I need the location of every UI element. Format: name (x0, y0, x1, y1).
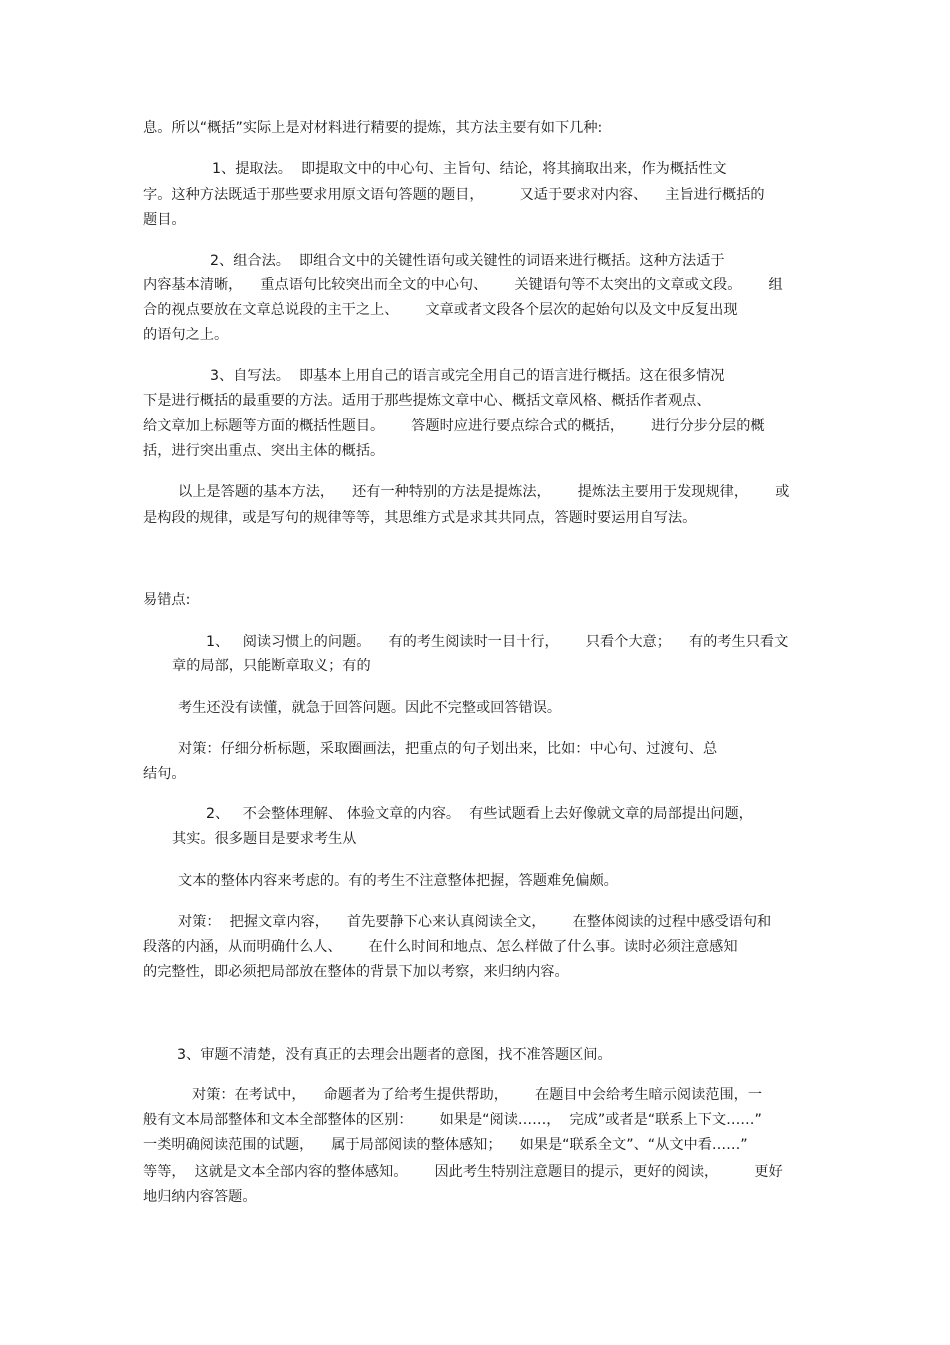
pitfall-3-remedy-line-3: 一类明确阅读范围的试题， 属于局部阅读的整体感知； 如果是“联系全文”、“从文中看……” (143, 1137, 748, 1153)
pitfall-2-remedy-line-3: 的完整性，即必须把局部放在整体的背景下加以考察，来归纳内容。 (143, 964, 569, 980)
method-self-write-line-4: 括，进行突出重点、突出主体的概括。 (143, 443, 385, 459)
summary-line-2: 是构段的规律，或是写句的规律等等，其思维方式是求其共同点，答题时要运用自写法。 (143, 510, 697, 526)
method-combine-line-3: 合的视点要放在文章总说段的主干之上、 文章或者文段各个层次的起始句以及文中反复出现 (143, 302, 738, 318)
pitfall-1-continuation: 考生还没有读懂，就急于回答问题。因此不完整或回答错误。 (178, 700, 562, 716)
method-extract-line-2: 字。这种方法既适于那些要求用原文语句答题的题目， 又适于要求对内容、 主旨进行概括的 (143, 187, 765, 203)
pitfall-2-continuation: 文本的整体内容来考虑的。有的考生不注意整体把握，答题难免偏颇。 (178, 873, 618, 889)
method-combine-line-2: 内容基本清晰， 重点语句比较突出而全文的中心句、 关键语句等不太突出的文章或文段。 组 (143, 277, 783, 293)
summary-line-1: 以上是答题的基本方法， 还有一种特别的方法是提炼法， 提炼法主要用于发现规律， 或 (178, 484, 790, 500)
pitfall-2-line-1: 2、 不会整体理解、 体验文章的内容。 有些试题看上去好像就文章的局部提出问题， (206, 806, 753, 822)
method-self-write-line-1: 3、自写法。 即基本上用自己的语言或完全用自己的语言进行概括。这在很多情况 (210, 368, 725, 384)
intro-line: 息。所以“概括”实际上是对材料进行精要的提炼，其方法主要有如下几种: (143, 120, 603, 136)
method-extract-line-3: 题目。 (143, 212, 186, 228)
pitfall-3-title: 3、审题不清楚，没有真正的去理会出题者的意图，找不准答题区间。 (177, 1047, 612, 1063)
pitfall-1-line-2: 章的局部，只能断章取义；有的 (172, 658, 371, 674)
method-combine-line-1: 2、组合法。 即组合文中的关键性语句或关键性的词语来进行概括。这种方法适于 (210, 253, 725, 269)
pitfall-1-remedy-line-2: 结句。 (143, 766, 186, 782)
pitfalls-heading: 易错点: (143, 592, 191, 608)
method-combine-line-4: 的语句之上。 (143, 327, 229, 343)
pitfall-2-line-2: 其实。很多题目是要求考生从 (172, 831, 357, 847)
pitfall-3-remedy-line-4: 等等， 这就是文本全部内容的整体感知。 因此考生特别注意题目的提示，更好的阅读， 更好 (143, 1164, 783, 1180)
pitfall-2-remedy-line-2: 段落的内涵，从而明确什么人、 在什么时间和地点、怎么样做了什么事。读时必须注意感知 (143, 939, 738, 955)
pitfall-1-line-1: 1、 阅读习惯上的问题。 有的考生阅读时一目十行， 只看个大意； 有的考生只看文 (206, 634, 789, 650)
method-self-write-line-2: 下是进行概括的最重要的方法。适用于那些提炼文章中心、概括文章风格、概括作者观点、 (143, 393, 711, 409)
pitfall-3-remedy-line-1: 对策：在考试中， 命题者为了给考生提供帮助， 在题目中会给考生暗示阅读范围，一 (192, 1087, 763, 1103)
method-self-write-line-3: 给文章加上标题等方面的概括性题目。 答题时应进行要点综合式的概括， 进行分步分层的概 (143, 418, 765, 434)
pitfall-3-remedy-line-2: 般有文本局部整体和文本全部整体的区别： 如果是“阅读……， 完成”或者是“联系上下文……” (143, 1112, 762, 1128)
method-extract-line-1: 1、提取法。 即提取文中的中心句、主旨句、结论，将其摘取出来，作为概括性文 (212, 161, 727, 177)
pitfall-3-remedy-line-5: 地归纳内容答题。 (143, 1189, 257, 1205)
pitfall-1-remedy-line-1: 对策：仔细分析标题，采取圈画法，把重点的句子划出来，比如：中心句、过渡句、总 (178, 741, 718, 757)
pitfall-2-remedy-line-1: 对策： 把握文章内容， 首先要静下心来认真阅读全文， 在整体阅读的过程中感受语句和 (178, 914, 772, 930)
